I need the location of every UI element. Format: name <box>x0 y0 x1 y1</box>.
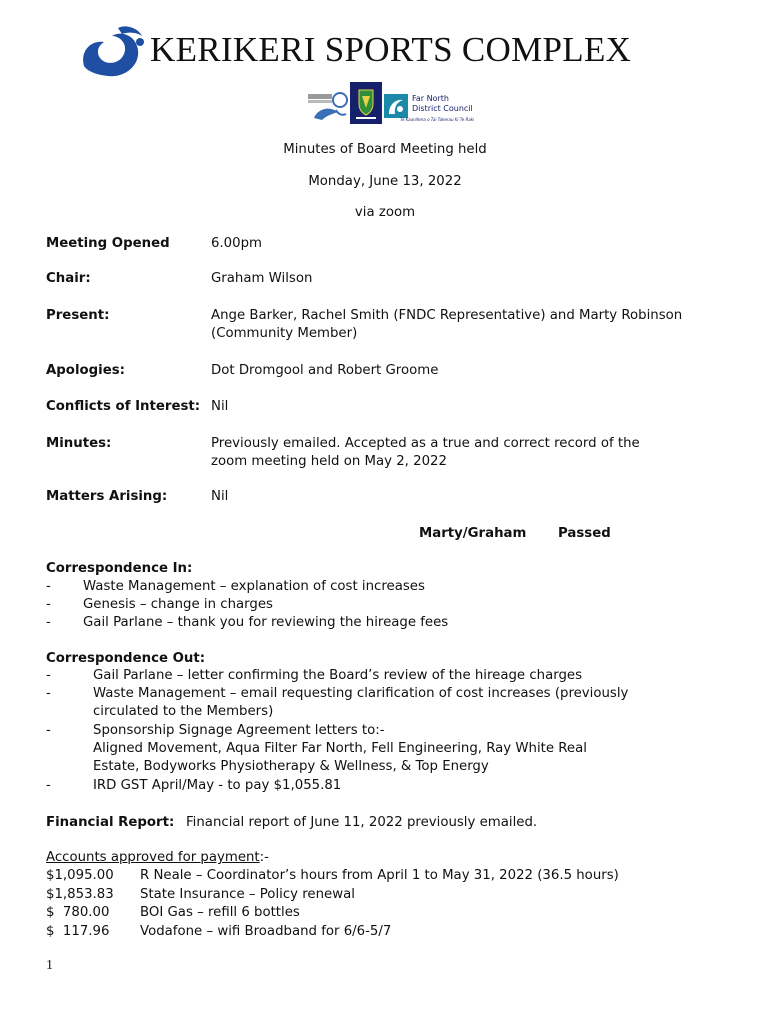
heading-line3: via zoom <box>354 205 416 220</box>
bullet-dash: - <box>46 686 51 701</box>
list-item-text-continued: circulated to the Members) <box>93 704 274 719</box>
account-amount: $ 780.00 <box>46 905 110 920</box>
list-item-text: Waste Management – email requesting clarification of cost increases (previously <box>93 686 629 701</box>
motion-result: Passed <box>558 526 611 541</box>
club-crest-logo <box>350 82 382 124</box>
heading-line2: Monday, June 13, 2022 <box>308 174 462 189</box>
fndc-tagline: Te Kaunihera o Tai Tokerau Ki Te Raki <box>400 117 475 122</box>
list-item-text-continued: Estate, Bodyworks Physiotherapy & Wellness, & Top Energy <box>93 759 489 774</box>
field-label-meeting-opened: Meeting Opened <box>46 236 170 251</box>
list-item-text: Gail Parlane – letter confirming the Board’s review of the hireage charges <box>93 668 582 683</box>
fndc-logo <box>384 94 408 118</box>
kerikeri-netball-logo <box>308 88 348 122</box>
bullet-dash: - <box>46 778 51 793</box>
field-value-minutes-line2: zoom meeting held on May 2, 2022 <box>211 454 447 469</box>
accounts-title-suffix: :- <box>259 850 269 865</box>
account-description: State Insurance – Policy renewal <box>140 887 355 902</box>
field-label-minutes: Minutes: <box>46 436 112 451</box>
account-amount: $1,853.83 <box>46 887 114 902</box>
fndc-name-line2: District Council <box>412 104 473 113</box>
account-description: R Neale – Coordinator’s hours from April 1 to May 31, 2022 (36.5 hours) <box>140 868 619 883</box>
correspondence-out-title: Correspondence Out: <box>46 651 206 666</box>
account-description: BOI Gas – refill 6 bottles <box>140 905 300 920</box>
list-item-text-continued: Aligned Movement, Aqua Filter Far North, Fell Engineering, Ray White Real <box>93 741 587 756</box>
motion-movers: Marty/Graham <box>419 526 527 541</box>
financial-report-value: Financial report of June 11, 2022 previously emailed. <box>186 815 538 830</box>
field-value-meeting-opened: 6.00pm <box>211 236 262 251</box>
bullet-dash: - <box>46 597 51 612</box>
field-value-conflicts: Nil <box>211 399 229 414</box>
financial-report-label: Financial Report: <box>46 815 175 830</box>
list-item-text: Sponsorship Signage Agreement letters to:- <box>93 723 385 738</box>
field-value-chair: Graham Wilson <box>211 271 313 286</box>
field-label-apologies: Apologies: <box>46 363 125 378</box>
list-item-text: IRD GST April/May - to pay $1,055.81 <box>93 778 342 793</box>
field-label-present: Present: <box>46 308 110 323</box>
account-amount: $1,095.00 <box>46 868 114 883</box>
field-value-minutes-line1: Previously emailed. Accepted as a true and correct record of the <box>211 436 640 451</box>
heading-line1: Minutes of Board Meeting held <box>283 142 487 157</box>
kerikeri-logo <box>78 22 148 80</box>
field-label-chair: Chair: <box>46 271 91 286</box>
field-value-present-line2: (Community Member) <box>211 326 358 341</box>
fndc-name-line1: Far North <box>412 94 449 103</box>
field-label-conflicts: Conflicts of Interest: <box>46 399 201 414</box>
bullet-dash: - <box>46 668 51 683</box>
account-amount: $ 117.96 <box>46 924 110 939</box>
list-item-text: Gail Parlane – thank you for reviewing the hireage fees <box>83 615 449 630</box>
complex-title: KERIKERI SPORTS COMPLEX <box>150 30 632 69</box>
list-item-text: Waste Management – explanation of cost increases <box>83 579 425 594</box>
bullet-dash: - <box>46 723 51 738</box>
account-description: Vodafone – wifi Broadband for 6/6-5/7 <box>140 924 392 939</box>
field-label-matters-arising: Matters Arising: <box>46 489 168 504</box>
page-number: 1 <box>46 958 53 973</box>
accounts-title-text: Accounts approved for payment <box>46 850 260 865</box>
bullet-dash: - <box>46 579 51 594</box>
correspondence-in-title: Correspondence In: <box>46 561 193 576</box>
field-value-matters-arising: Nil <box>211 489 229 504</box>
bullet-dash: - <box>46 615 51 630</box>
accounts-title <box>46 849 269 867</box>
list-item-text: Genesis – change in charges <box>83 597 273 612</box>
field-value-apologies: Dot Dromgool and Robert Groome <box>211 363 439 378</box>
field-value-present-line1: Ange Barker, Rachel Smith (FNDC Representative) and Marty Robinson <box>211 308 683 323</box>
